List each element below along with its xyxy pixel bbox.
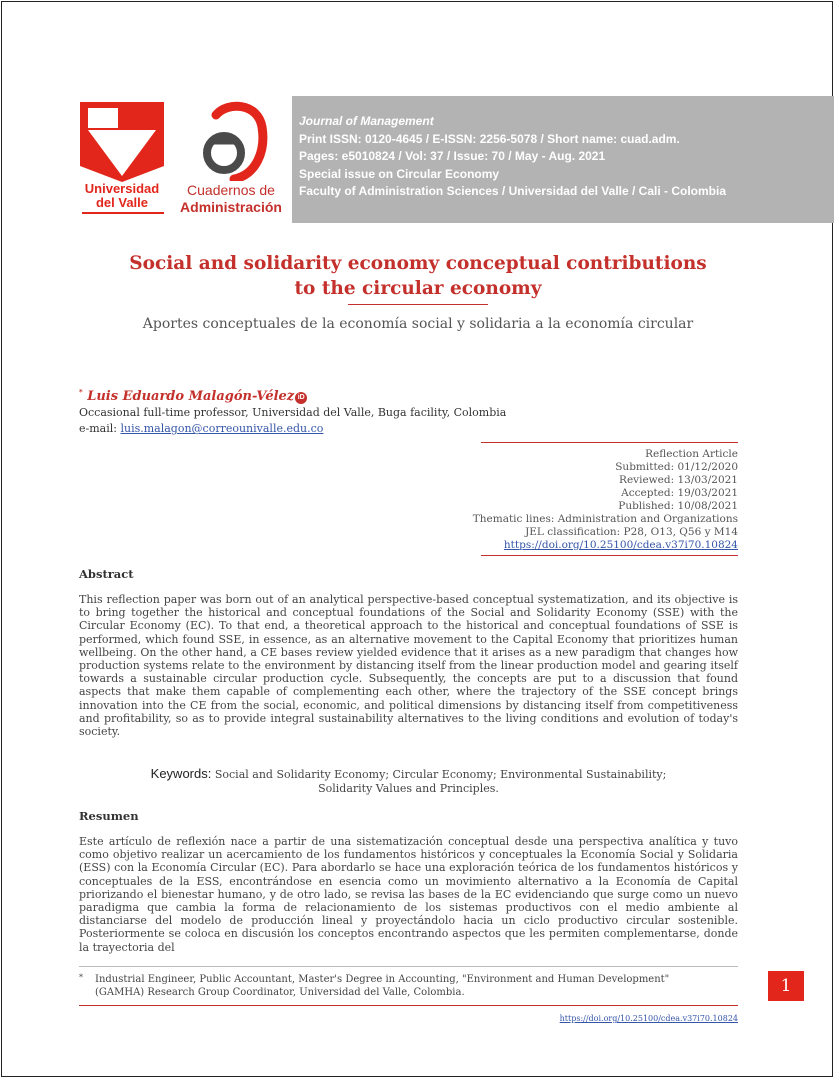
- orcid-icon[interactable]: iD: [295, 392, 307, 404]
- resumen-text: Este artículo de reflexión nace a partir de una sistematización conceptual desde una perspectiva analítica y tuvo como objetivo realizar un acercamiento de los fundamentos históricos y conceptuales la Economía Social y Solidaria (ESS) con la Economía Circular (EC). Para abordarlo se hace una exploración teórica de los fundamentos históricos y conceptuales de la ESS, encontrándose en esencia como un movimiento alternativo a la Economía de Capital priorizando el bienestar humano, y de otro lado, se revisa las bases de la EC evidenciando que surge como un nuevo paradigma que cambia la forma de relacionamiento de los sistemas productivos con el medio ambiente al distanciarse del modelo de producción lineal y proyectándolo hacia un ciclo productivo circular sostenible. Posteriormente se coloca en discusión los conceptos encontrando aspectos que les permiten complementarse, donde la trayectoria del: [79, 835, 738, 954]
- submitted-date: Submitted: 01/12/2020: [615, 461, 738, 473]
- abstract-heading: Abstract: [79, 567, 134, 581]
- author-name: * Luis Eduardo Malagón-Vélez: [79, 388, 295, 405]
- journal-faculty: Faculty of Administration Sciences / Universidad del Valle / Cali - Colombia: [299, 184, 726, 199]
- doi-link[interactable]: https://doi.org/10.25100/cdea.v37i70.10824: [503, 539, 738, 551]
- article-type: Reflection Article: [645, 448, 738, 460]
- footnote-text: Industrial Engineer, Public Accountant, Master's Degree in Accounting, "Environment and Human Development" (GAMHA) Research Group Coordinator, Universidad del Valle, Colombia.: [95, 974, 670, 998]
- meta-top-rule: [481, 442, 738, 443]
- keywords-label: Keywords:: [150, 766, 212, 781]
- jel-classification: JEL classification: P28, O13, Q56 y M14: [525, 526, 738, 538]
- footnote-rule: [79, 966, 738, 967]
- accepted-date: Accepted: 19/03/2021: [621, 487, 738, 499]
- footnote-marker: *: [79, 973, 83, 982]
- logo-area: [2, 96, 292, 223]
- author-affiliation: Occasional full-time professor, Universidad del Valle, Buga facility, Colombia: [79, 406, 507, 420]
- meta-bottom-rule: [481, 555, 738, 556]
- journal-issn: Print ISSN: 0120-4645 / E-ISSN: 2256-5078 / Short name: cuad.adm.: [299, 131, 680, 146]
- published-date: Published: 10/08/2021: [618, 500, 738, 512]
- abstract-text: This reflection paper was born out of an analytical perspective-based conceptual systematization, and its objective is to bring together the historical and conceptual foundations of the Social and Solidarity Economy (SSE) with the Circular Economy (EC). To that end, a theoretical approach to the historical and conceptual foundations of SSE is performed, which found SSE, in essence, as an alternative movement to the Capital Economy that prioritizes human wellbeing. On the other hand, a CE bases review yielded evidence that it arises as a new paradigm that changes how production systems relate to the environment by distancing itself from the linear production model and gearing itself towards a sustainable circular production cycle. Subsequently, the concepts are put to a discussion that found aspects that make them capable of complementing each other, where the trajectory of the SSE concept brings innovation into the CE from the social, economic, and political dimensions by distancing itself from competitiveness and profitability, so as to provide integral sustainability alternatives to the living conditions and evolution of today's society.: [79, 593, 738, 739]
- keywords: [79, 767, 738, 796]
- university-rule: [82, 212, 164, 214]
- university-name: Universidad del Valle: [84, 181, 160, 210]
- article-title: Social and solidarity economy conceptual contributions to the circular economy: [129, 253, 707, 299]
- special-issue: Special issue on Circular Economy: [299, 166, 500, 181]
- resumen-heading: Resumen: [79, 809, 139, 823]
- journal-pages: Pages: e5010824 / Vol: 37 / Issue: 70 / May - Aug. 2021: [299, 149, 606, 164]
- author-block: [79, 385, 506, 437]
- journal-banner: [2, 96, 834, 223]
- reviewed-date: Reviewed: 13/03/2021: [619, 474, 738, 486]
- universidad-del-valle-logo-icon: [80, 102, 164, 182]
- author-email-line: e-mail: luis.malagon@correounivalle.edu.co: [79, 422, 324, 436]
- article-subtitle: Aportes conceptuales de la economía social y solidaria a la economía circular: [142, 316, 694, 332]
- author-email-link[interactable]: luis.malagon@correounivalle.edu.co: [120, 422, 324, 436]
- keywords-line2: Solidarity Values and Principles.: [318, 782, 499, 795]
- footer-doi: [420, 1014, 738, 1023]
- footnote: [79, 973, 699, 999]
- journal-series: Journal of Management: [299, 114, 434, 128]
- journal-info: [299, 113, 726, 201]
- thematic-lines: Thematic lines: Administration and Organizations: [472, 513, 738, 525]
- keywords-line1: Social and Solidarity Economy; Circular Economy; Environmental Sustainability;: [214, 768, 667, 781]
- article-meta: [420, 448, 738, 552]
- footnote-bottom-rule: [79, 1005, 738, 1006]
- journal-name-line2: Administración: [180, 199, 282, 215]
- title-divider: [348, 304, 488, 305]
- journal-name-line1: Cuadernos de: [187, 182, 275, 198]
- page-number: 1: [768, 971, 804, 1001]
- cuadernos-logo-icon: [194, 101, 268, 181]
- footer-doi-link[interactable]: https://doi.org/10.25100/cdea.v37i70.10824: [559, 1014, 738, 1023]
